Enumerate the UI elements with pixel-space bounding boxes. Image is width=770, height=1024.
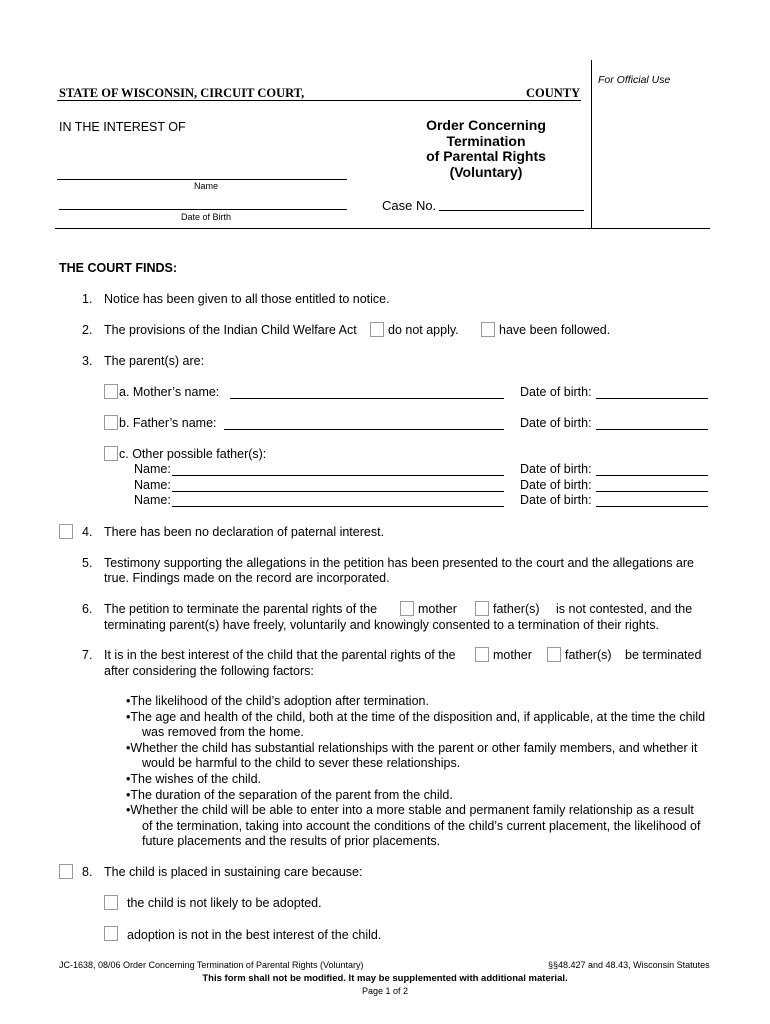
- not-likely-adopted-checkbox[interactable]: [104, 895, 118, 910]
- mother-dob-label: Date of birth:: [520, 385, 592, 399]
- page-number: Page 1 of 2: [361, 986, 409, 996]
- item5-number: 5.: [82, 556, 93, 570]
- form-notice: This form shall not be modified. It may be supplemented with additional material.: [202, 973, 568, 984]
- case-no-line[interactable]: [439, 210, 584, 211]
- factor-line: •The age and health of the child, both at the time of the disposition and, if applicable, at the time the child: [126, 710, 706, 724]
- item4-number: 4.: [82, 525, 93, 539]
- other-father-dob-line[interactable]: [596, 491, 708, 492]
- other-father-name-line[interactable]: [172, 475, 504, 476]
- mother-name-label: a. Mother’s name:: [119, 385, 220, 399]
- item7-father-label: father(s): [565, 648, 612, 662]
- name-caption: Name: [194, 181, 219, 191]
- item8-text: The child is placed in sustaining care because:: [104, 865, 363, 879]
- icwa-followed-checkbox[interactable]: [481, 322, 495, 337]
- item6-number: 6.: [82, 602, 93, 616]
- father-dob-line[interactable]: [596, 429, 708, 430]
- item2-text: The provisions of the Indian Child Welfare Act: [104, 323, 357, 337]
- other-father-dob-line[interactable]: [596, 506, 708, 507]
- item1-text: Notice has been given to all those entitled to notice.: [104, 292, 390, 306]
- factor-text: of the termination, taking into account the conditions of the child’s current placement, the likelihood of: [142, 819, 701, 833]
- court-finds-heading: THE COURT FINDS:: [59, 261, 178, 275]
- item5-text-line1: Testimony supporting the allegations in the petition has been presented to the court and the allegations are: [104, 556, 694, 570]
- factor-line: •Whether the child will be able to enter into a more stable and permanent family relationship as a result: [126, 803, 694, 817]
- item1-number: 1.: [82, 292, 93, 306]
- not-likely-adopted-label: the child is not likely to be adopted.: [127, 896, 322, 910]
- father-checkbox[interactable]: [104, 415, 118, 430]
- father-dob-label: Date of birth:: [520, 416, 592, 430]
- item6-mother-checkbox[interactable]: [400, 601, 414, 616]
- county-label: COUNTY: [526, 86, 581, 100]
- other-father-checkbox[interactable]: [104, 446, 118, 461]
- other-father-name-line[interactable]: [172, 491, 504, 492]
- sustaining-care-checkbox[interactable]: [59, 864, 73, 879]
- factor-line: •The likelihood of the child’s adoption after termination.: [126, 694, 429, 708]
- other-father-dob-label: Date of birth:: [520, 493, 592, 507]
- factor-line: [142, 756, 460, 770]
- item6-text-post: is not contested, and the: [556, 602, 693, 616]
- court-underline: [57, 100, 581, 101]
- father-name-line[interactable]: [224, 429, 504, 430]
- factor-text: The duration of the separation of the parent from the child.: [130, 788, 453, 802]
- adoption-not-best-label: adoption is not in the best interest of the child.: [127, 928, 382, 942]
- dob-caption: Date of Birth: [181, 212, 232, 222]
- other-father-dob-label: Date of birth:: [520, 462, 592, 476]
- factor-text: Whether the child has substantial relationships with the parent or other family members, and whether it: [130, 741, 698, 755]
- factor-text: would be harmful to the child to sever these relationships.: [142, 756, 461, 770]
- factor-line: •The wishes of the child.: [126, 772, 262, 786]
- item7-number: 7.: [82, 648, 93, 662]
- statutes: §§48.427 and 48.43, Wisconsin Statutes: [548, 960, 710, 970]
- other-father-label: c. Other possible father(s):: [119, 447, 267, 461]
- factor-line: •The duration of the separation of the parent from the child.: [126, 788, 453, 802]
- item7-text: It is in the best interest of the child that the parental rights of the: [104, 648, 456, 662]
- official-use-divider: [591, 60, 592, 228]
- item3-text: The parent(s) are:: [104, 354, 205, 368]
- icwa-followed-label: have been followed.: [499, 323, 611, 337]
- item6-father-label: father(s): [493, 602, 540, 616]
- item4-text: There has been no declaration of paternal interest.: [104, 525, 385, 539]
- icwa-not-apply-label: do not apply.: [388, 323, 459, 337]
- item7-text-line2: after considering the following factors:: [104, 664, 314, 678]
- factor-text: The likelihood of the child’s adoption after termination.: [130, 694, 429, 708]
- child-name-line[interactable]: [57, 179, 347, 180]
- mother-name-line[interactable]: [230, 398, 504, 399]
- icwa-not-apply-checkbox[interactable]: [370, 322, 384, 337]
- item7-father-checkbox[interactable]: [547, 647, 561, 662]
- factor-text: Whether the child will be able to enter into a more stable and permanent family relationship as a result: [130, 803, 694, 817]
- document-title: [400, 118, 572, 180]
- other-father-name-label: Name:: [134, 478, 171, 492]
- item6-father-checkbox[interactable]: [475, 601, 489, 616]
- interest-label: IN THE INTEREST OF: [59, 120, 186, 134]
- court-label: STATE OF WISCONSIN, CIRCUIT COURT,: [59, 86, 305, 100]
- factor-text: The age and health of the child, both at the time of the disposition and, if applicable, at the time the child: [130, 710, 706, 724]
- factor-text: The wishes of the child.: [130, 772, 262, 786]
- title-line-1: Order Concerning: [426, 117, 546, 133]
- factor-line: [142, 725, 304, 739]
- title-line-3: of Parental Rights: [426, 148, 546, 164]
- no-paternal-interest-checkbox[interactable]: [59, 524, 73, 539]
- item7-mother-checkbox[interactable]: [475, 647, 489, 662]
- father-name-label: b. Father’s name:: [119, 416, 217, 430]
- mother-checkbox[interactable]: [104, 384, 118, 399]
- adoption-not-best-checkbox[interactable]: [104, 926, 118, 941]
- item6-mother-label: mother: [418, 602, 457, 616]
- case-no-label: Case No.: [382, 198, 437, 213]
- item7-mother-label: mother: [493, 648, 532, 662]
- item7-text-post: be terminated: [625, 648, 702, 662]
- mother-dob-line[interactable]: [596, 398, 708, 399]
- item2-number: 2.: [82, 323, 93, 337]
- factor-line: [142, 819, 700, 833]
- header-bottom-rule: [55, 228, 710, 229]
- factor-text: was removed from the home.: [142, 725, 304, 739]
- dob-line[interactable]: [59, 209, 347, 210]
- official-use-label: For Official Use: [598, 74, 671, 86]
- item5-text-line2: true. Findings made on the record are incorporated.: [104, 571, 390, 585]
- item6-text-line2: terminating parent(s) have freely, voluntarily and knowingly consented to a termination of their rights.: [104, 618, 659, 632]
- other-father-name-line[interactable]: [172, 506, 504, 507]
- item6-text: The petition to terminate the parental rights of the: [104, 602, 378, 616]
- factor-line: •Whether the child has substantial relationships with the parent or other family members, and whether it: [126, 741, 698, 755]
- factor-line: [142, 834, 440, 848]
- other-father-name-label: Name:: [134, 493, 171, 507]
- item8-number: 8.: [82, 865, 93, 879]
- other-father-dob-line[interactable]: [596, 475, 708, 476]
- item3-number: 3.: [82, 354, 93, 368]
- factor-text: future placements and the results of prior placements.: [142, 834, 441, 848]
- title-line-2: Termination: [446, 132, 526, 149]
- form-id: JC-1638, 08/06 Order Concerning Termination of Parental Rights (Voluntary): [59, 960, 364, 970]
- other-father-name-label: Name:: [134, 462, 171, 476]
- other-father-dob-label: Date of birth:: [520, 478, 592, 492]
- title-line-4: (Voluntary): [449, 163, 523, 180]
